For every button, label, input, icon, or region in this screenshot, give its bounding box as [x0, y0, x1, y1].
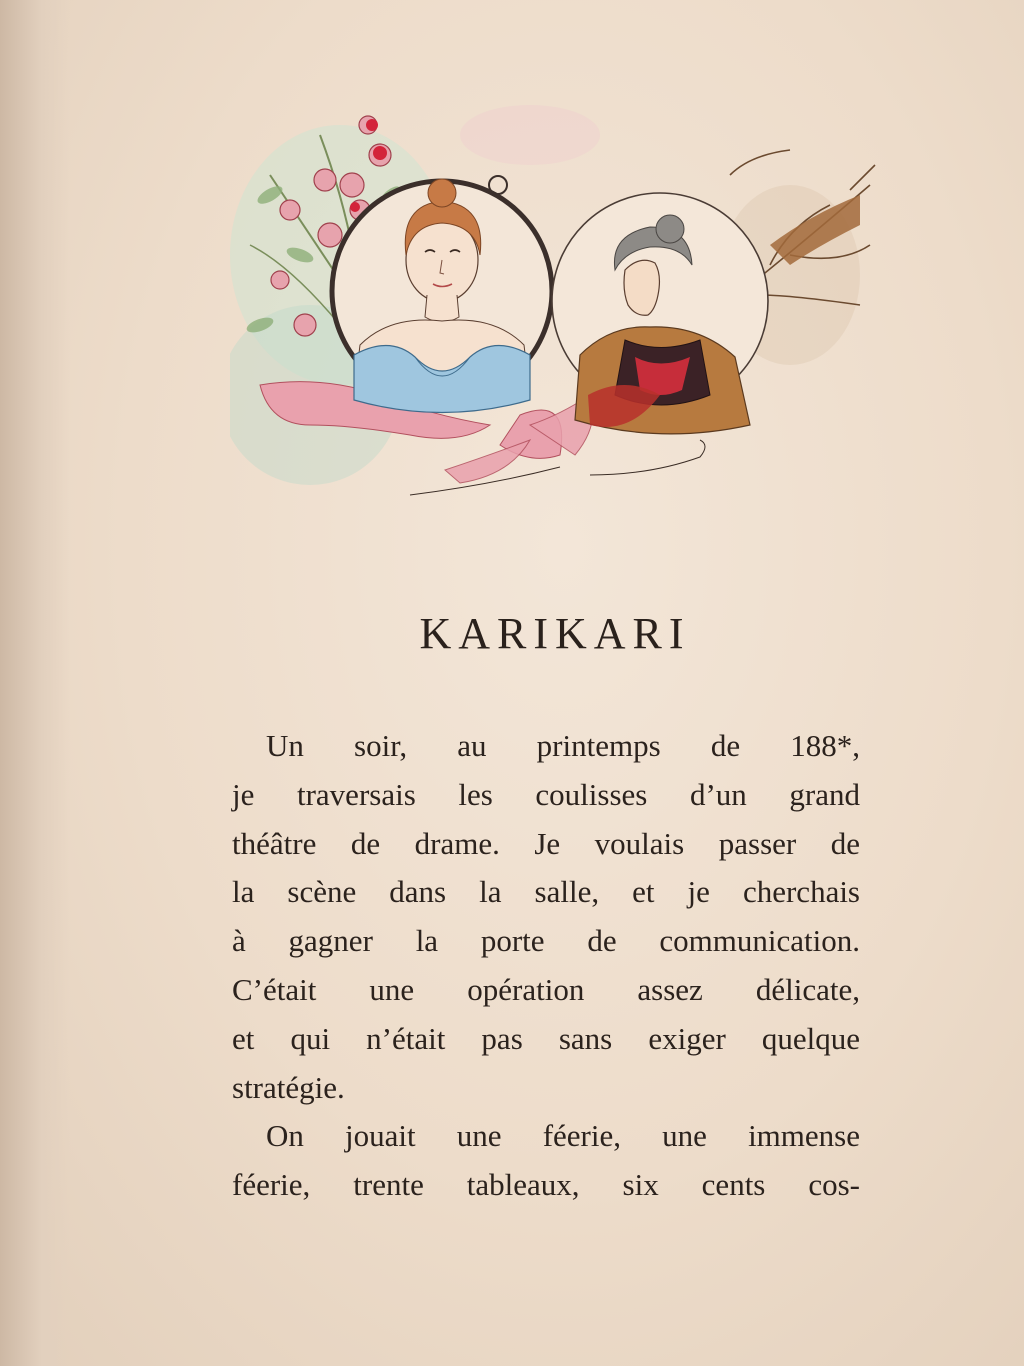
- body-text: [232, 722, 860, 1210]
- portrait-vignette-illustration: [230, 95, 880, 515]
- left-portrait-medallion: [332, 179, 552, 413]
- chapter-title: KARIKARI: [419, 609, 691, 658]
- text-line: je traversais les coulisses d’un grand: [232, 776, 860, 812]
- text-line: théâtre de drame. Je voulais passer de: [232, 825, 860, 861]
- text-line: féerie, trente tableaux, six cents cos-: [232, 1167, 860, 1203]
- text-line: stratégie.: [232, 1069, 345, 1105]
- text-line: Un soir, au printemps de 188*,: [266, 728, 860, 763]
- text-line: On jouait une féerie, une immense: [266, 1118, 860, 1154]
- page-gutter: [0, 0, 70, 1366]
- right-portrait-medallion: [552, 193, 768, 434]
- text-line: la scène dans la salle, et je cherchais: [232, 874, 860, 910]
- text-line: C’était une opération assez délicate,: [232, 971, 860, 1007]
- text-line: à gagner la porte de communication.: [232, 923, 860, 959]
- text-line: et qui n’était pas sans exiger quelque: [232, 1020, 860, 1056]
